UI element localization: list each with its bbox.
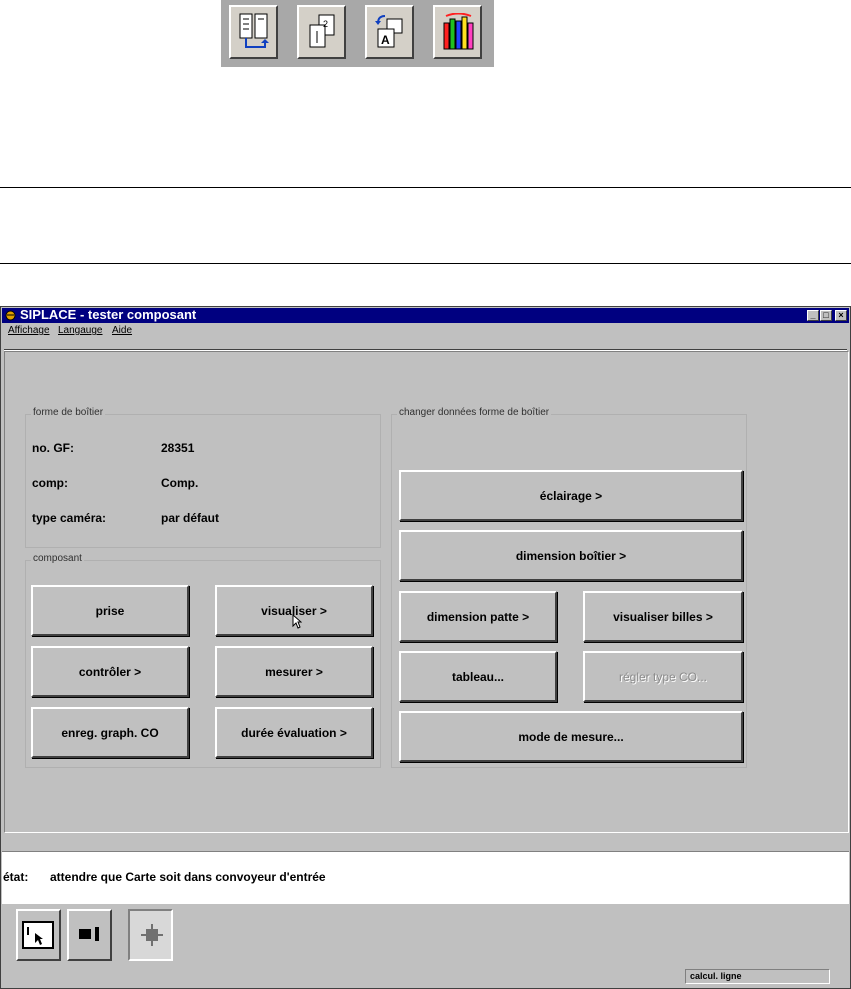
svg-text:2: 2 <box>323 19 329 29</box>
tableau-button[interactable]: tableau... <box>399 651 557 702</box>
menu-bar <box>2 323 849 339</box>
maximize-button[interactable]: □ <box>820 310 832 321</box>
app-icon <box>5 310 16 321</box>
no-gf-value: 28351 <box>161 441 195 455</box>
duree-evaluation-button[interactable]: durée évaluation > <box>215 707 373 758</box>
menu-separator <box>4 349 847 350</box>
footer-bar <box>2 965 849 987</box>
status-label: état: <box>3 870 29 884</box>
status-area <box>2 851 849 904</box>
prise-button[interactable]: prise <box>31 585 189 636</box>
eclairage-button[interactable]: éclairage > <box>399 470 743 521</box>
component-tool-button[interactable] <box>67 909 112 961</box>
divider-line <box>0 187 851 188</box>
mode-de-mesure-button[interactable]: mode de mesure... <box>399 711 743 762</box>
title-bar[interactable] <box>2 308 849 323</box>
enreg-graph-co-button[interactable]: enreg. graph. CO <box>31 707 189 758</box>
pointer-tool-button[interactable] <box>16 909 61 961</box>
pages-icon[interactable] <box>297 5 346 59</box>
calc-ligne-field: calcul. ligne <box>685 969 830 984</box>
comp-label: comp: <box>32 476 68 490</box>
text-replace-icon[interactable] <box>365 5 414 59</box>
type-camera-label: type caméra: <box>32 511 107 525</box>
app-window <box>0 306 851 989</box>
divider-line <box>0 263 851 264</box>
menu-langauge[interactable]: Langauge <box>58 325 103 336</box>
menu-aide[interactable]: Aide <box>112 325 133 336</box>
main-panel <box>4 351 849 833</box>
center-tool-button[interactable] <box>128 909 173 961</box>
layout-icon[interactable] <box>229 5 278 59</box>
status-text: attendre que Carte soit dans convoyeur d'entrée <box>50 870 326 884</box>
books-icon[interactable] <box>433 5 482 59</box>
mouse-cursor-icon <box>292 614 302 629</box>
forme-boitier-group <box>25 414 381 548</box>
doc-toolbar <box>221 0 494 67</box>
component-icon <box>77 927 105 943</box>
composant-title: composant <box>33 553 82 564</box>
visualiser-button[interactable]: visualiser > <box>215 585 373 636</box>
dimension-boitier-button[interactable]: dimension boîtier > <box>399 530 743 581</box>
changer-donnees-title: changer données forme de boîtier <box>399 407 550 418</box>
center-icon <box>141 924 163 946</box>
menu-affichage[interactable]: Affichage <box>8 325 50 336</box>
mesurer-button[interactable]: mesurer > <box>215 646 373 697</box>
no-gf-label: no. GF: <box>32 441 74 455</box>
minimize-button[interactable]: _ <box>807 310 819 321</box>
controler-button[interactable]: contrôler > <box>31 646 189 697</box>
forme-boitier-title: forme de boîtier <box>33 407 104 418</box>
dimension-patte-button[interactable]: dimension patte > <box>399 591 557 642</box>
regler-type-co-button: régler type CO... <box>583 651 743 702</box>
visualiser-billes-button[interactable]: visualiser billes > <box>583 591 743 642</box>
svg-text:A: A <box>381 33 390 47</box>
comp-value: Comp. <box>161 476 199 490</box>
close-button[interactable]: × <box>835 310 847 321</box>
pointer-icon <box>22 921 56 951</box>
type-camera-value: par défaut <box>161 511 220 525</box>
window-title: SIPLACE - tester composant <box>20 307 197 322</box>
